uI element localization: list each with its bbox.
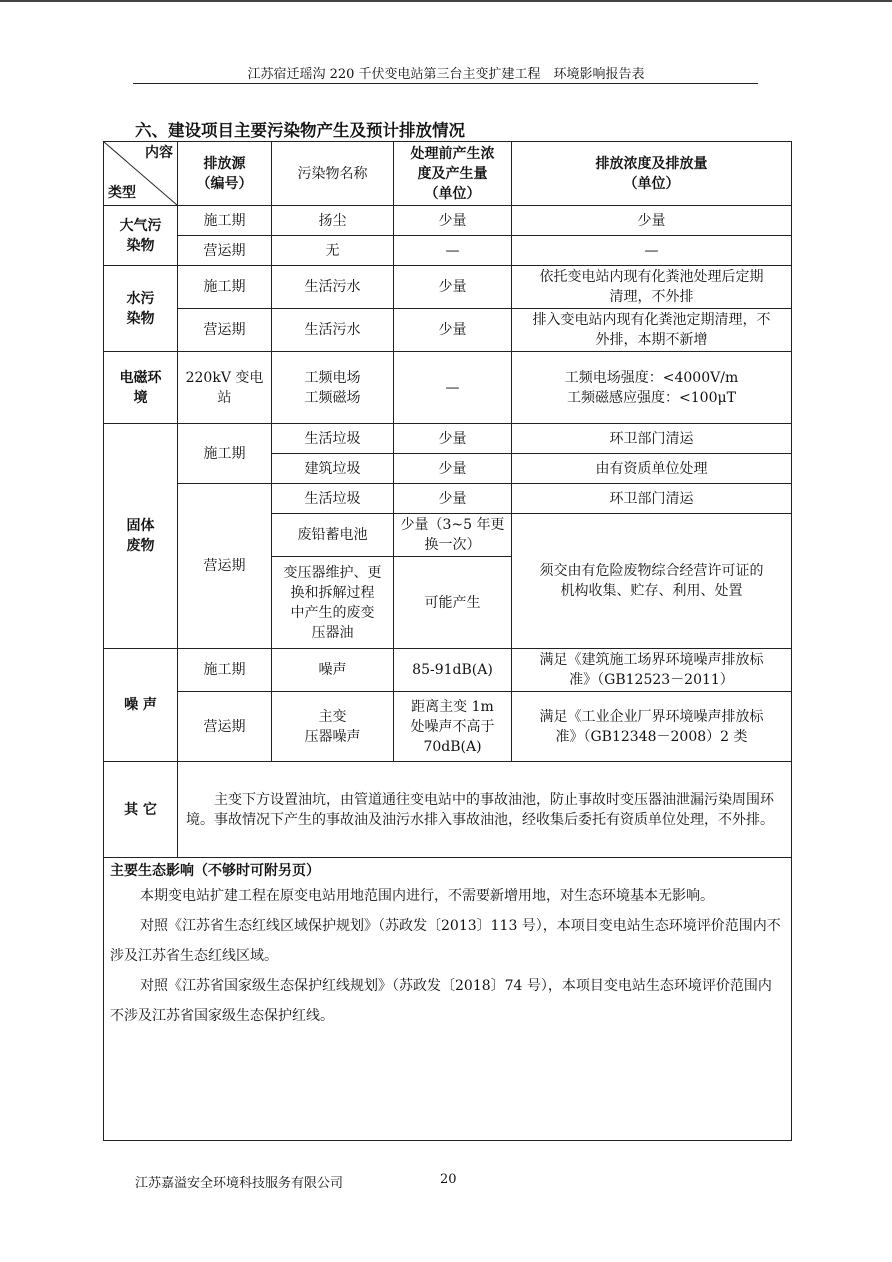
eco-row [104, 858, 792, 1141]
other-description [178, 762, 792, 858]
header-before: 处理前产生浓 度及产生量 （单位） [394, 142, 512, 206]
category-solid: 固体 废物 [104, 424, 178, 649]
header-emission: 排放浓度及排放量 （单位） [512, 142, 792, 206]
table-header-row [104, 142, 792, 206]
table-row [104, 206, 792, 236]
table-row [104, 649, 792, 692]
cell-emission: — [512, 236, 792, 266]
cell-pollutant: 生活污水 [272, 266, 394, 309]
eco-paragraph-text: 对照《江苏省生态红线区域保护规划》（苏政发〔2013〕113 号），本项目变电站生态环境评价范围内不涉及江苏省生态红线区域。 [110, 918, 781, 964]
cell-emission: 排入变电站内现有化粪池定期清理，不 外排，本期不新增 [512, 309, 792, 352]
cell-source: 营运期 [178, 309, 272, 352]
eco-paragraph-text: 本期变电站扩建工程在原变电站用地范围内进行，不需要新增用地，对生态环境基本无影响。 [140, 888, 714, 904]
cell-emission: 环卫部门清运 [512, 424, 792, 454]
cell-source: 220kV 变电 站 [178, 352, 272, 424]
cell-before: 少量 [394, 484, 512, 514]
cell-emission: 满足《工业企业厂界环境噪声排放标 准》（GB12348－2008）2 类 [512, 692, 792, 762]
cell-pollutant: 生活垃圾 [272, 424, 394, 454]
cell-pollutant: 扬尘 [272, 206, 394, 236]
header-pollutant: 污染物名称 [272, 142, 394, 206]
cell-emission: 由有资质单位处理 [512, 454, 792, 484]
cell-emission: 满足《建筑施工场界环境噪声排放标 准》（GB12523－2011） [512, 649, 792, 692]
category-air: 大气污 染物 [104, 206, 178, 266]
category-other: 其 它 [104, 762, 178, 858]
cell-before: 85-91dB(A) [394, 649, 512, 692]
eco-paragraph-text: 对照《江苏省国家级生态保护红线规划》（苏政发〔2018〕74 号），本项目变电站生态环境评价范围内不涉及江苏省国家级生态保护红线。 [110, 978, 772, 1024]
corner-type-label: 类型 [108, 185, 136, 201]
page-number: 20 [440, 1172, 457, 1187]
cell-emission: 依托变电站内现有化粪池处理后定期 清理，不外排 [512, 266, 792, 309]
header-rule [133, 83, 758, 84]
cell-before: 少量 [394, 424, 512, 454]
cell-source: 营运期 [178, 236, 272, 266]
category-noise: 噪 声 [104, 649, 178, 762]
cell-pollutant: 噪声 [272, 649, 394, 692]
cell-before: 距离主变 1m 处噪声不高于 70dB(A) [394, 692, 512, 762]
category-water: 水污 染物 [104, 266, 178, 352]
table-row [104, 692, 792, 762]
table-row [104, 266, 792, 309]
cell-source: 施工期 [178, 424, 272, 484]
eco-impact-cell [104, 858, 792, 1141]
cell-before: 少量 [394, 266, 512, 309]
eco-paragraph [110, 881, 785, 911]
section-title: 六、建设项目主要污染物产生及预计排放情况 [135, 121, 465, 140]
corner-cell [104, 142, 178, 206]
other-text: 主变下方设置油坑，由管道通往变电站中的事故油池，防止事故时变压器油泄漏污染周围环境。事故情况下产生的事故油及油污水排入事故油池，经收集后委托有资质单位处理，不外排。 [186, 791, 774, 828]
table-row [104, 236, 792, 266]
cell-pollutant: 变压器维护、更 换和拆解过程 中产生的废变 压器油 [272, 557, 394, 649]
cell-before: 少量 [394, 309, 512, 352]
cell-pollutant: 生活污水 [272, 309, 394, 352]
cell-source: 施工期 [178, 649, 272, 692]
pollutant-table [103, 141, 792, 1141]
cell-pollutant: 生活垃圾 [272, 484, 394, 514]
table-row [104, 352, 792, 424]
cell-source: 施工期 [178, 206, 272, 236]
corner-content-label: 内容 [145, 145, 173, 161]
cell-emission: 环卫部门清运 [512, 484, 792, 514]
cell-before: 可能产生 [394, 557, 512, 649]
header-source: 排放源 （编号） [178, 142, 272, 206]
cell-emission: 工频电场强度：<4000V/m 工频磁感应强度：<100μT [512, 352, 792, 424]
cell-source: 营运期 [178, 692, 272, 762]
cell-before: 少量 [394, 206, 512, 236]
cell-pollutant: 工频电场 工频磁场 [272, 352, 394, 424]
cell-before: — [394, 236, 512, 266]
cell-before: 少量 [394, 454, 512, 484]
cell-before: 少量（3~5 年更 换一次） [394, 514, 512, 557]
cell-emission: 少量 [512, 206, 792, 236]
table-row [104, 484, 792, 514]
cell-pollutant: 无 [272, 236, 394, 266]
table-row [104, 424, 792, 454]
table-row [104, 309, 792, 352]
eco-paragraph [110, 911, 785, 971]
category-em: 电磁环 境 [104, 352, 178, 424]
document-header: 江苏宿迁瑶沟 220 千伏变电站第三台主变扩建工程 环境影响报告表 [247, 67, 645, 82]
eco-paragraph [110, 971, 785, 1031]
cell-pollutant: 废铅蓄电池 [272, 514, 394, 557]
top-border [0, 0, 892, 2]
table-row [104, 762, 792, 858]
cell-source: 营运期 [178, 484, 272, 649]
eco-title: 主要生态影响（不够时可附另页） [110, 863, 320, 879]
cell-pollutant: 建筑垃圾 [272, 454, 394, 484]
footer-company: 江苏嘉溢安全环境科技服务有限公司 [135, 1176, 344, 1191]
cell-source: 施工期 [178, 266, 272, 309]
cell-emission: 须交由有危险废物综合经营许可证的 机构收集、贮存、利用、处置 [512, 514, 792, 649]
cell-before: — [394, 352, 512, 424]
cell-pollutant: 主变 压器噪声 [272, 692, 394, 762]
